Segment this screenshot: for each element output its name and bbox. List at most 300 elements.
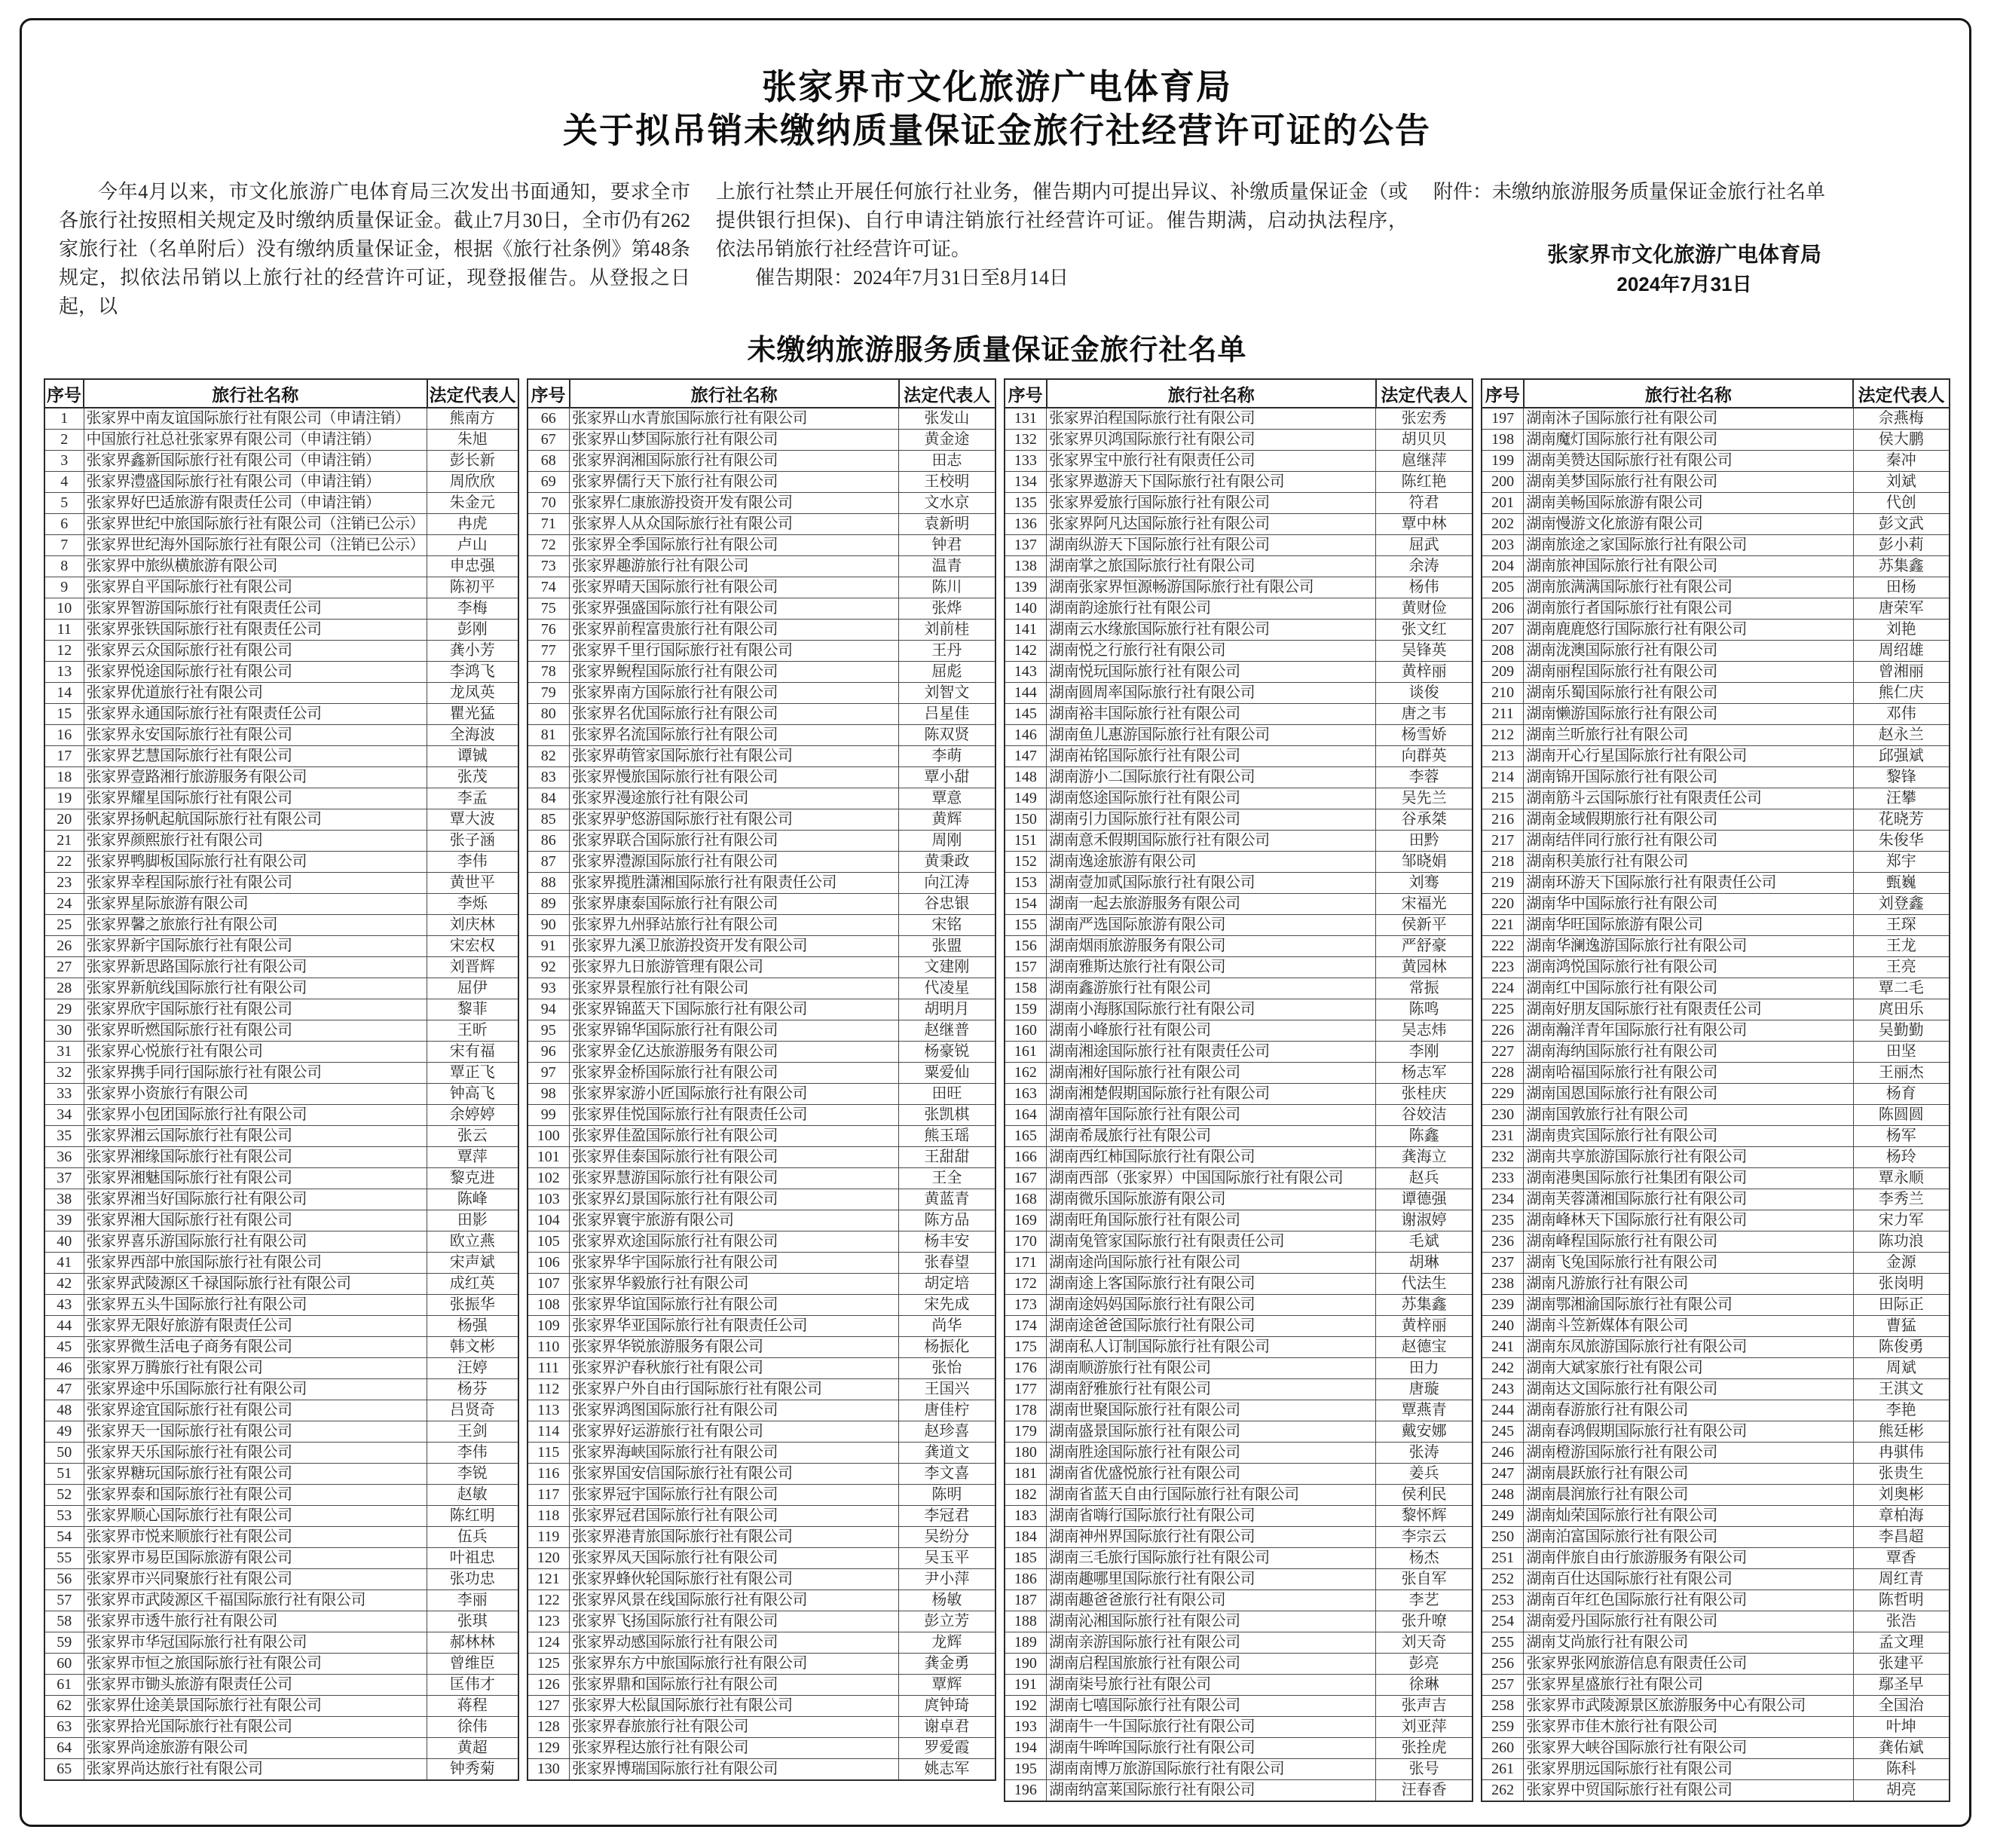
agency-no: 188 [1005, 1611, 1047, 1632]
agency-rep: 代法生 [1376, 1274, 1473, 1295]
agency-name: 张家界华亚国际旅行社有限责任公司 [570, 1316, 899, 1337]
agency-no: 6 [44, 514, 84, 535]
agency-row [1005, 704, 1473, 725]
agency-row [1482, 1274, 1950, 1295]
agency-name: 湖南筋斗云国际旅行社有限责任公司 [1524, 788, 1853, 809]
agency-name: 湖南共享旅游国际旅行社有限公司 [1524, 1147, 1853, 1168]
agency-name: 湖南斗笠新媒体有限公司 [1524, 1316, 1853, 1337]
agency-rep: 陈圆圆 [1853, 1105, 1950, 1126]
agency-rep: 申忠强 [427, 556, 518, 577]
agency-rep: 张声吉 [1376, 1696, 1473, 1717]
agency-row [528, 683, 995, 704]
agency-row [1005, 915, 1473, 936]
agency-name: 张家界泊程国际旅行社有限公司 [1047, 408, 1376, 430]
agency-rep: 文建刚 [899, 957, 995, 978]
agency-row [44, 1548, 518, 1569]
agency-rep: 全国治 [1853, 1696, 1950, 1717]
agency-no: 174 [1005, 1316, 1047, 1337]
agency-row [44, 577, 518, 598]
agency-rep: 张贵生 [1853, 1464, 1950, 1485]
agency-name: 湖南柒号旅行社有限公司 [1047, 1675, 1376, 1696]
agency-rep: 吕星佳 [899, 704, 995, 725]
agency-name: 张家界湘缘国际旅行社有限公司 [84, 1147, 427, 1168]
agency-rep: 朱旭 [427, 430, 518, 451]
agency-row [528, 1738, 995, 1759]
agency-row [1482, 641, 1950, 662]
agency-name: 湖南慢游文化旅游有限公司 [1524, 514, 1853, 535]
agency-name: 张家界湘云国际旅行社有限公司 [84, 1126, 427, 1147]
agency-name: 张家界前程富贵旅行社有限公司 [570, 620, 899, 641]
agency-rep: 王昕 [427, 1020, 518, 1042]
agency-row [1005, 662, 1473, 683]
agency-name: 张家界欣宇国际旅行社有限公司 [84, 999, 427, 1020]
agency-rep: 代创 [1853, 493, 1950, 514]
agency-rep: 王亮 [1853, 957, 1950, 978]
agency-no: 25 [44, 915, 84, 936]
agency-name: 湖南金域假期旅行社有限公司 [1524, 809, 1853, 831]
agency-no: 26 [44, 936, 84, 957]
agency-row [528, 1717, 995, 1738]
agency-row [528, 493, 995, 514]
agency-no: 132 [1005, 430, 1047, 451]
agency-rep: 熊廷彬 [1853, 1421, 1950, 1443]
agency-row [1005, 831, 1473, 852]
agency-row [1482, 1717, 1950, 1738]
agency-row [1005, 767, 1473, 788]
agency-no: 20 [44, 809, 84, 831]
agency-row [1482, 1590, 1950, 1611]
agency-name: 张家界强盛国际旅行社有限公司 [570, 598, 899, 620]
agency-rep: 张琪 [427, 1611, 518, 1632]
agency-no: 211 [1482, 704, 1524, 725]
agency-row [1005, 725, 1473, 746]
agency-row [528, 1337, 995, 1358]
agency-rep: 覃中林 [1376, 514, 1473, 535]
agency-name: 湖南纳富莱国际旅行社有限公司 [1047, 1780, 1376, 1802]
agency-row [528, 1253, 995, 1274]
agency-name: 湖南红中国际旅行社有限公司 [1524, 978, 1853, 999]
agency-name: 湖南国恩国际旅行社有限公司 [1524, 1084, 1853, 1105]
agency-no: 43 [44, 1295, 84, 1316]
agency-row [44, 1231, 518, 1253]
agency-rep: 罗爱霞 [899, 1738, 995, 1759]
table-header-row [1005, 379, 1473, 408]
agency-rep: 吴勤勤 [1853, 1020, 1950, 1042]
agency-row [44, 957, 518, 978]
agency-row [1482, 535, 1950, 556]
agency-name: 张家界爱旅行国际旅行社有限公司 [1047, 493, 1376, 514]
agency-row [528, 1147, 995, 1168]
agency-no: 98 [528, 1084, 570, 1105]
agency-rep: 张云 [427, 1126, 518, 1147]
agency-rep: 蒋程 [427, 1696, 518, 1717]
agency-name: 张家界九溪卫旅游投资开发有限公司 [570, 936, 899, 957]
agency-rep: 龚金勇 [899, 1654, 995, 1675]
agency-row [44, 1569, 518, 1590]
agency-row [1482, 1189, 1950, 1210]
agency-rep: 杨志军 [1376, 1063, 1473, 1084]
agency-name: 张家界澧源国际旅行社有限公司 [570, 852, 899, 873]
agency-no: 55 [44, 1548, 84, 1569]
agency-row [1005, 1548, 1473, 1569]
agency-name: 湖南途上客国际旅行社有限公司 [1047, 1274, 1376, 1295]
agency-no: 148 [1005, 767, 1047, 788]
agency-rep: 黄金途 [899, 430, 995, 451]
agency-rep: 钟君 [899, 535, 995, 556]
agency-no: 51 [44, 1464, 84, 1485]
agency-no: 214 [1482, 767, 1524, 788]
agency-name: 湖南圆周率国际旅行社有限公司 [1047, 683, 1376, 704]
agency-name: 湖南海纳国际旅行社有限公司 [1524, 1042, 1853, 1063]
agency-name: 湖南凡游旅行社有限公司 [1524, 1274, 1853, 1295]
column-header-no: 序号 [528, 379, 570, 408]
agency-row [44, 535, 518, 556]
agency-row [1005, 1696, 1473, 1717]
agency-rep: 李锐 [427, 1464, 518, 1485]
agency-name: 湖南祐铭国际旅行社有限公司 [1047, 746, 1376, 767]
agency-table-3 [1004, 378, 1473, 1802]
agency-row [44, 873, 518, 894]
agency-rep: 成红英 [427, 1274, 518, 1295]
intro-column-1 [59, 178, 690, 321]
agency-name: 湖南瀚洋青年国际旅行社有限公司 [1524, 1020, 1853, 1042]
agency-no: 176 [1005, 1358, 1047, 1379]
agency-name: 湖南峰林天下国际旅行社有限公司 [1524, 1210, 1853, 1231]
agency-row [528, 430, 995, 451]
agency-row [44, 1189, 518, 1210]
agency-row [44, 556, 518, 577]
agency-name: 张家界市锄头旅游有限责任公司 [84, 1675, 427, 1696]
agency-rep: 胡琳 [1376, 1253, 1473, 1274]
agency-name: 湖南神州界国际旅行社有限公司 [1047, 1527, 1376, 1548]
agency-no: 35 [44, 1126, 84, 1147]
agency-rep: 谢淑婷 [1376, 1210, 1473, 1231]
agency-no: 125 [528, 1654, 570, 1675]
agency-name: 湖南引力国际旅行社有限公司 [1047, 809, 1376, 831]
agency-rep: 周绍雄 [1853, 641, 1950, 662]
agency-name: 湖南旅满满国际旅行社有限公司 [1524, 577, 1853, 598]
agency-row [1482, 1506, 1950, 1527]
agency-row [44, 1611, 518, 1632]
column-header-no: 序号 [44, 379, 84, 408]
agency-no: 96 [528, 1042, 570, 1063]
agency-no: 75 [528, 598, 570, 620]
agency-row [1482, 1675, 1950, 1696]
agency-name: 张家界润湘国际旅行社有限公司 [570, 451, 899, 472]
agency-no: 59 [44, 1632, 84, 1654]
agency-name: 张家界颜熙旅行社有限公司 [84, 831, 427, 852]
agency-name: 湖南环游天下国际旅行社有限责任公司 [1524, 873, 1853, 894]
agency-name: 湖南泷澳国际旅行社有限公司 [1524, 641, 1853, 662]
agency-no: 227 [1482, 1042, 1524, 1063]
agency-no: 65 [44, 1759, 84, 1781]
agency-name: 湖南鑫游旅行社有限公司 [1047, 978, 1376, 999]
agency-row [528, 1527, 995, 1548]
agency-row [1482, 1421, 1950, 1443]
agency-rep: 佘燕梅 [1853, 408, 1950, 430]
agency-no: 249 [1482, 1506, 1524, 1527]
agency-row [1482, 767, 1950, 788]
agency-no: 258 [1482, 1696, 1524, 1717]
agency-name: 湖南云水缘旅国际旅行社有限公司 [1047, 620, 1376, 641]
agency-row [1005, 1231, 1473, 1253]
agency-rep: 周斌 [1853, 1358, 1950, 1379]
agency-rep: 屈伊 [427, 978, 518, 999]
agency-name: 张家界馨之旅旅行社有限公司 [84, 915, 427, 936]
agency-row [528, 1274, 995, 1295]
agency-no: 38 [44, 1189, 84, 1210]
agency-row [44, 662, 518, 683]
agency-rep: 朱金元 [427, 493, 518, 514]
agency-name: 张家界喜乐游国际旅行社有限公司 [84, 1231, 427, 1253]
agency-row [528, 978, 995, 999]
agency-table-1 [44, 378, 519, 1781]
agency-name: 湖南盛景国际旅行社有限公司 [1047, 1421, 1376, 1443]
agency-rep: 苏集鑫 [1853, 556, 1950, 577]
agency-no: 92 [528, 957, 570, 978]
agency-row [44, 725, 518, 746]
agency-row [1005, 999, 1473, 1020]
agency-no: 181 [1005, 1464, 1047, 1485]
agency-no: 219 [1482, 873, 1524, 894]
agency-rep: 庹钟琦 [899, 1696, 995, 1717]
agency-no: 203 [1482, 535, 1524, 556]
agency-name: 张家界阿凡达国际旅行社有限公司 [1047, 514, 1376, 535]
agency-name: 张家界家游小匠国际旅行社有限公司 [570, 1084, 899, 1105]
column-header-name: 旅行社名称 [570, 379, 899, 408]
agency-row [44, 894, 518, 915]
agency-row [528, 662, 995, 683]
agency-rep: 张振华 [427, 1295, 518, 1316]
agency-row [1482, 472, 1950, 493]
agency-row [1005, 598, 1473, 620]
agency-name: 张家界万腾旅行社有限公司 [84, 1358, 427, 1379]
agency-no: 228 [1482, 1063, 1524, 1084]
agency-row [44, 1379, 518, 1400]
agency-row [1005, 514, 1473, 535]
agency-name: 湖南壹加贰国际旅行社有限公司 [1047, 873, 1376, 894]
agency-rep: 宋力军 [1853, 1210, 1950, 1231]
agency-no: 52 [44, 1485, 84, 1506]
agency-no: 222 [1482, 936, 1524, 957]
agency-rep: 彭长新 [427, 451, 518, 472]
agency-row [1482, 809, 1950, 831]
agency-row [528, 1295, 995, 1316]
agency-row [528, 1189, 995, 1210]
agency-no: 221 [1482, 915, 1524, 936]
agency-rep: 胡明月 [899, 999, 995, 1020]
agency-name: 湖南私人订制国际旅行社有限公司 [1047, 1337, 1376, 1358]
agency-rep: 龚小芳 [427, 641, 518, 662]
agency-name: 张家界鑫新国际旅行社有限公司（申请注销） [84, 451, 427, 472]
agency-row [1482, 957, 1950, 978]
agency-no: 200 [1482, 472, 1524, 493]
agency-no: 165 [1005, 1126, 1047, 1147]
agency-name: 湖南七嘻国际旅行社有限公司 [1047, 1696, 1376, 1717]
agency-name: 张家界晴天国际旅行社有限公司 [570, 577, 899, 598]
agency-row [1005, 1042, 1473, 1063]
agency-rep: 王淇文 [1853, 1379, 1950, 1400]
agency-no: 244 [1482, 1400, 1524, 1421]
agency-rep: 张茂 [427, 767, 518, 788]
agency-no: 213 [1482, 746, 1524, 767]
agency-rep: 秦冲 [1853, 451, 1950, 472]
agency-rep: 李宗云 [1376, 1527, 1473, 1548]
agency-rep: 陈哲明 [1853, 1590, 1950, 1611]
agency-row [1482, 1063, 1950, 1084]
agency-rep: 张建平 [1853, 1654, 1950, 1675]
agency-row [44, 1105, 518, 1126]
agency-name: 湖南鹿鹿悠行国际旅行社有限公司 [1524, 620, 1853, 641]
agency-rep: 徐琳 [1376, 1675, 1473, 1696]
agency-name: 张家界耀星国际旅行社有限公司 [84, 788, 427, 809]
column-header-no: 序号 [1482, 379, 1524, 408]
agency-name: 湖南湘好国际旅行社有限公司 [1047, 1063, 1376, 1084]
agency-row [1005, 1421, 1473, 1443]
agency-row [44, 1042, 518, 1063]
agency-no: 69 [528, 472, 570, 493]
agency-no: 234 [1482, 1189, 1524, 1210]
agency-no: 16 [44, 725, 84, 746]
agency-name: 张家界张铁国际旅行社有限责任公司 [84, 620, 427, 641]
agency-row [1005, 1295, 1473, 1316]
agency-row [528, 725, 995, 746]
agency-name: 张家界佳悦国际旅行社有限责任公司 [570, 1105, 899, 1126]
agency-rep: 覃辉 [899, 1675, 995, 1696]
agency-rep: 杨伟 [1376, 577, 1473, 598]
agency-row [1482, 1485, 1950, 1506]
agency-rep: 吴纷分 [899, 1527, 995, 1548]
agency-row [528, 1632, 995, 1654]
agency-rep: 汪攀 [1853, 788, 1950, 809]
agency-rep: 田坚 [1853, 1042, 1950, 1063]
agency-row [44, 1738, 518, 1759]
agency-row [1005, 1253, 1473, 1274]
agency-no: 147 [1005, 746, 1047, 767]
agency-name: 张家界千里行国际旅行社有限公司 [570, 641, 899, 662]
agency-row [528, 641, 995, 662]
agency-no: 202 [1482, 514, 1524, 535]
agency-rep: 刘艳 [1853, 620, 1950, 641]
agency-no: 40 [44, 1231, 84, 1253]
agency-row [44, 1632, 518, 1654]
agency-row [1482, 683, 1950, 704]
agency-row [528, 788, 995, 809]
agency-rep: 杨军 [1853, 1126, 1950, 1147]
agency-no: 37 [44, 1168, 84, 1189]
agency-row [1482, 1358, 1950, 1379]
agency-row [1005, 683, 1473, 704]
column-header-rep: 法定代表人 [1376, 379, 1473, 408]
agency-no: 230 [1482, 1105, 1524, 1126]
agency-rep: 金源 [1853, 1253, 1950, 1274]
agency-rep: 王剑 [427, 1421, 518, 1443]
agency-row [1005, 451, 1473, 472]
agency-row [1005, 1189, 1473, 1210]
agency-name: 张家界风景在线国际旅行社有限公司 [570, 1590, 899, 1611]
agency-row [44, 1759, 518, 1781]
agency-rep: 黄财俭 [1376, 598, 1473, 620]
page-title [0, 65, 1994, 152]
attachment-line: 附件：未缴纳旅游服务质量保证金旅行社名单 [1433, 181, 1826, 203]
agency-no: 11 [44, 620, 84, 641]
agency-no: 208 [1482, 641, 1524, 662]
agency-rep: 伍兵 [427, 1527, 518, 1548]
agency-row [1482, 1443, 1950, 1464]
agency-no: 73 [528, 556, 570, 577]
agency-row [1005, 641, 1473, 662]
agency-row [44, 1506, 518, 1527]
agency-name: 湖南兰昕旅行社有限公司 [1524, 725, 1853, 746]
agency-rep: 陈鸣 [1376, 999, 1473, 1020]
agency-name: 湖南悦之行旅行社有限公司 [1047, 641, 1376, 662]
agency-no: 109 [528, 1316, 570, 1337]
agency-no: 182 [1005, 1485, 1047, 1506]
agency-no: 253 [1482, 1590, 1524, 1611]
agency-name: 张家界新宇国际旅行社有限公司 [84, 936, 427, 957]
agency-no: 193 [1005, 1717, 1047, 1738]
agency-rep: 宋宏权 [427, 936, 518, 957]
agency-name: 张家界户外自由行国际旅行社有限公司 [570, 1379, 899, 1400]
agency-no: 156 [1005, 936, 1047, 957]
issue-date: 2024年7月31日 [1616, 273, 1752, 295]
agency-name: 湖南禧年国际旅行社有限公司 [1047, 1105, 1376, 1126]
agency-name: 湖南三毛旅行国际旅行社有限公司 [1047, 1548, 1376, 1569]
agency-row [44, 1358, 518, 1379]
agency-row [528, 957, 995, 978]
agency-rep: 黎锋 [1853, 767, 1950, 788]
agency-rep: 田志 [899, 451, 995, 472]
table-header-row [44, 379, 518, 408]
agency-no: 180 [1005, 1443, 1047, 1464]
agency-no: 129 [528, 1738, 570, 1759]
agency-no: 42 [44, 1274, 84, 1295]
agency-name: 湖南亲游国际旅行社有限公司 [1047, 1632, 1376, 1654]
agency-no: 15 [44, 704, 84, 725]
agency-name: 湖南逸途旅游有限公司 [1047, 852, 1376, 873]
agency-no: 46 [44, 1358, 84, 1379]
agency-name: 张家界揽胜潇湘国际旅行社有限责任公司 [570, 873, 899, 894]
agency-row [1005, 1126, 1473, 1147]
agency-no: 237 [1482, 1253, 1524, 1274]
agency-rep: 张岗明 [1853, 1274, 1950, 1295]
agency-rep: 赵继普 [899, 1020, 995, 1042]
agency-no: 86 [528, 831, 570, 852]
agency-no: 67 [528, 430, 570, 451]
agency-rep: 覃萍 [427, 1147, 518, 1168]
agency-no: 61 [44, 1675, 84, 1696]
agency-rep: 邱强斌 [1853, 746, 1950, 767]
agency-rep: 李艺 [1376, 1590, 1473, 1611]
agency-no: 123 [528, 1611, 570, 1632]
agency-no: 247 [1482, 1464, 1524, 1485]
agency-rep: 文水京 [899, 493, 995, 514]
agency-row [44, 704, 518, 725]
agency-name: 湖南顺游旅行社有限公司 [1047, 1358, 1376, 1379]
agency-name: 湖南小峰旅行社有限公司 [1047, 1020, 1376, 1042]
agency-row [1482, 514, 1950, 535]
agency-name: 湖南魔灯国际旅行社有限公司 [1524, 430, 1853, 451]
agency-no: 232 [1482, 1147, 1524, 1168]
agency-name: 张家界途中乐国际旅行社有限公司 [84, 1379, 427, 1400]
agency-name: 张家界微生活电子商务有限公司 [84, 1337, 427, 1358]
agency-name: 中国旅行社总社张家界有限公司（申请注销） [84, 430, 427, 451]
agency-rep: 刘斌 [1853, 472, 1950, 493]
agency-name: 湖南百仕达国际旅行社有限公司 [1524, 1569, 1853, 1590]
agency-name: 张家界仕途美景国际旅行社有限公司 [84, 1696, 427, 1717]
agency-name: 张家界华宇国际旅行社有限公司 [570, 1253, 899, 1274]
agency-row [1005, 1020, 1473, 1042]
